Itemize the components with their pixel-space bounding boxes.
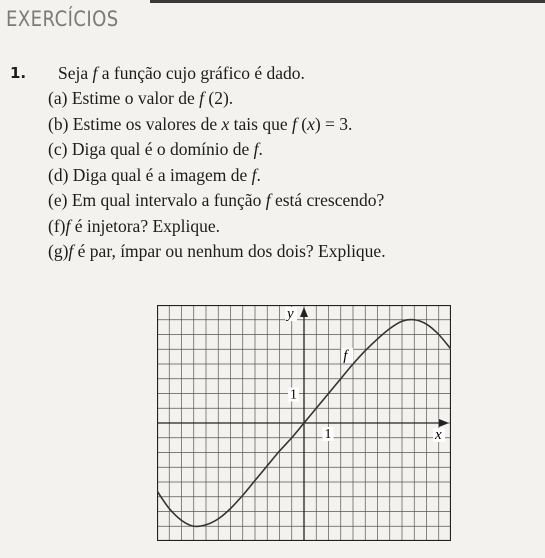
x-axis-label: x [435, 427, 442, 443]
y-axis-arrow-icon [300, 307, 308, 317]
function-graph [157, 305, 451, 541]
question-g: (g)f é par, ímpar ou nenhum dos dois? Explique. [48, 241, 386, 261]
question-e: (e) Em qual intervalo a função f está crescendo? [48, 190, 385, 210]
tick-label-y: 1 [290, 387, 297, 403]
top-rule [150, 0, 545, 3]
tick-label-x: 1 [324, 427, 332, 442]
section-header: EXERCÍCIOS [6, 7, 119, 31]
question-b: (b) Estime os valores de x tais que f (x) = 3. [48, 113, 353, 134]
question-a: (a) Estime o valor de f (2). [48, 88, 234, 108]
question-c: (c) Diga qual é o domínio de f. [48, 139, 263, 159]
x-axis-arrow-icon [439, 419, 449, 427]
exercise-statement: Seja f a função cujo gráfico é dado. [58, 63, 305, 83]
curve-label: f [343, 348, 348, 365]
exercise-number: 1. [10, 64, 27, 82]
y-axis-label: y [287, 306, 294, 322]
question-d: (d) Diga qual é a imagem de f. [48, 164, 261, 185]
question-f: (f)f é injetora? Explique. [48, 215, 221, 236]
question-list [48, 86, 386, 265]
